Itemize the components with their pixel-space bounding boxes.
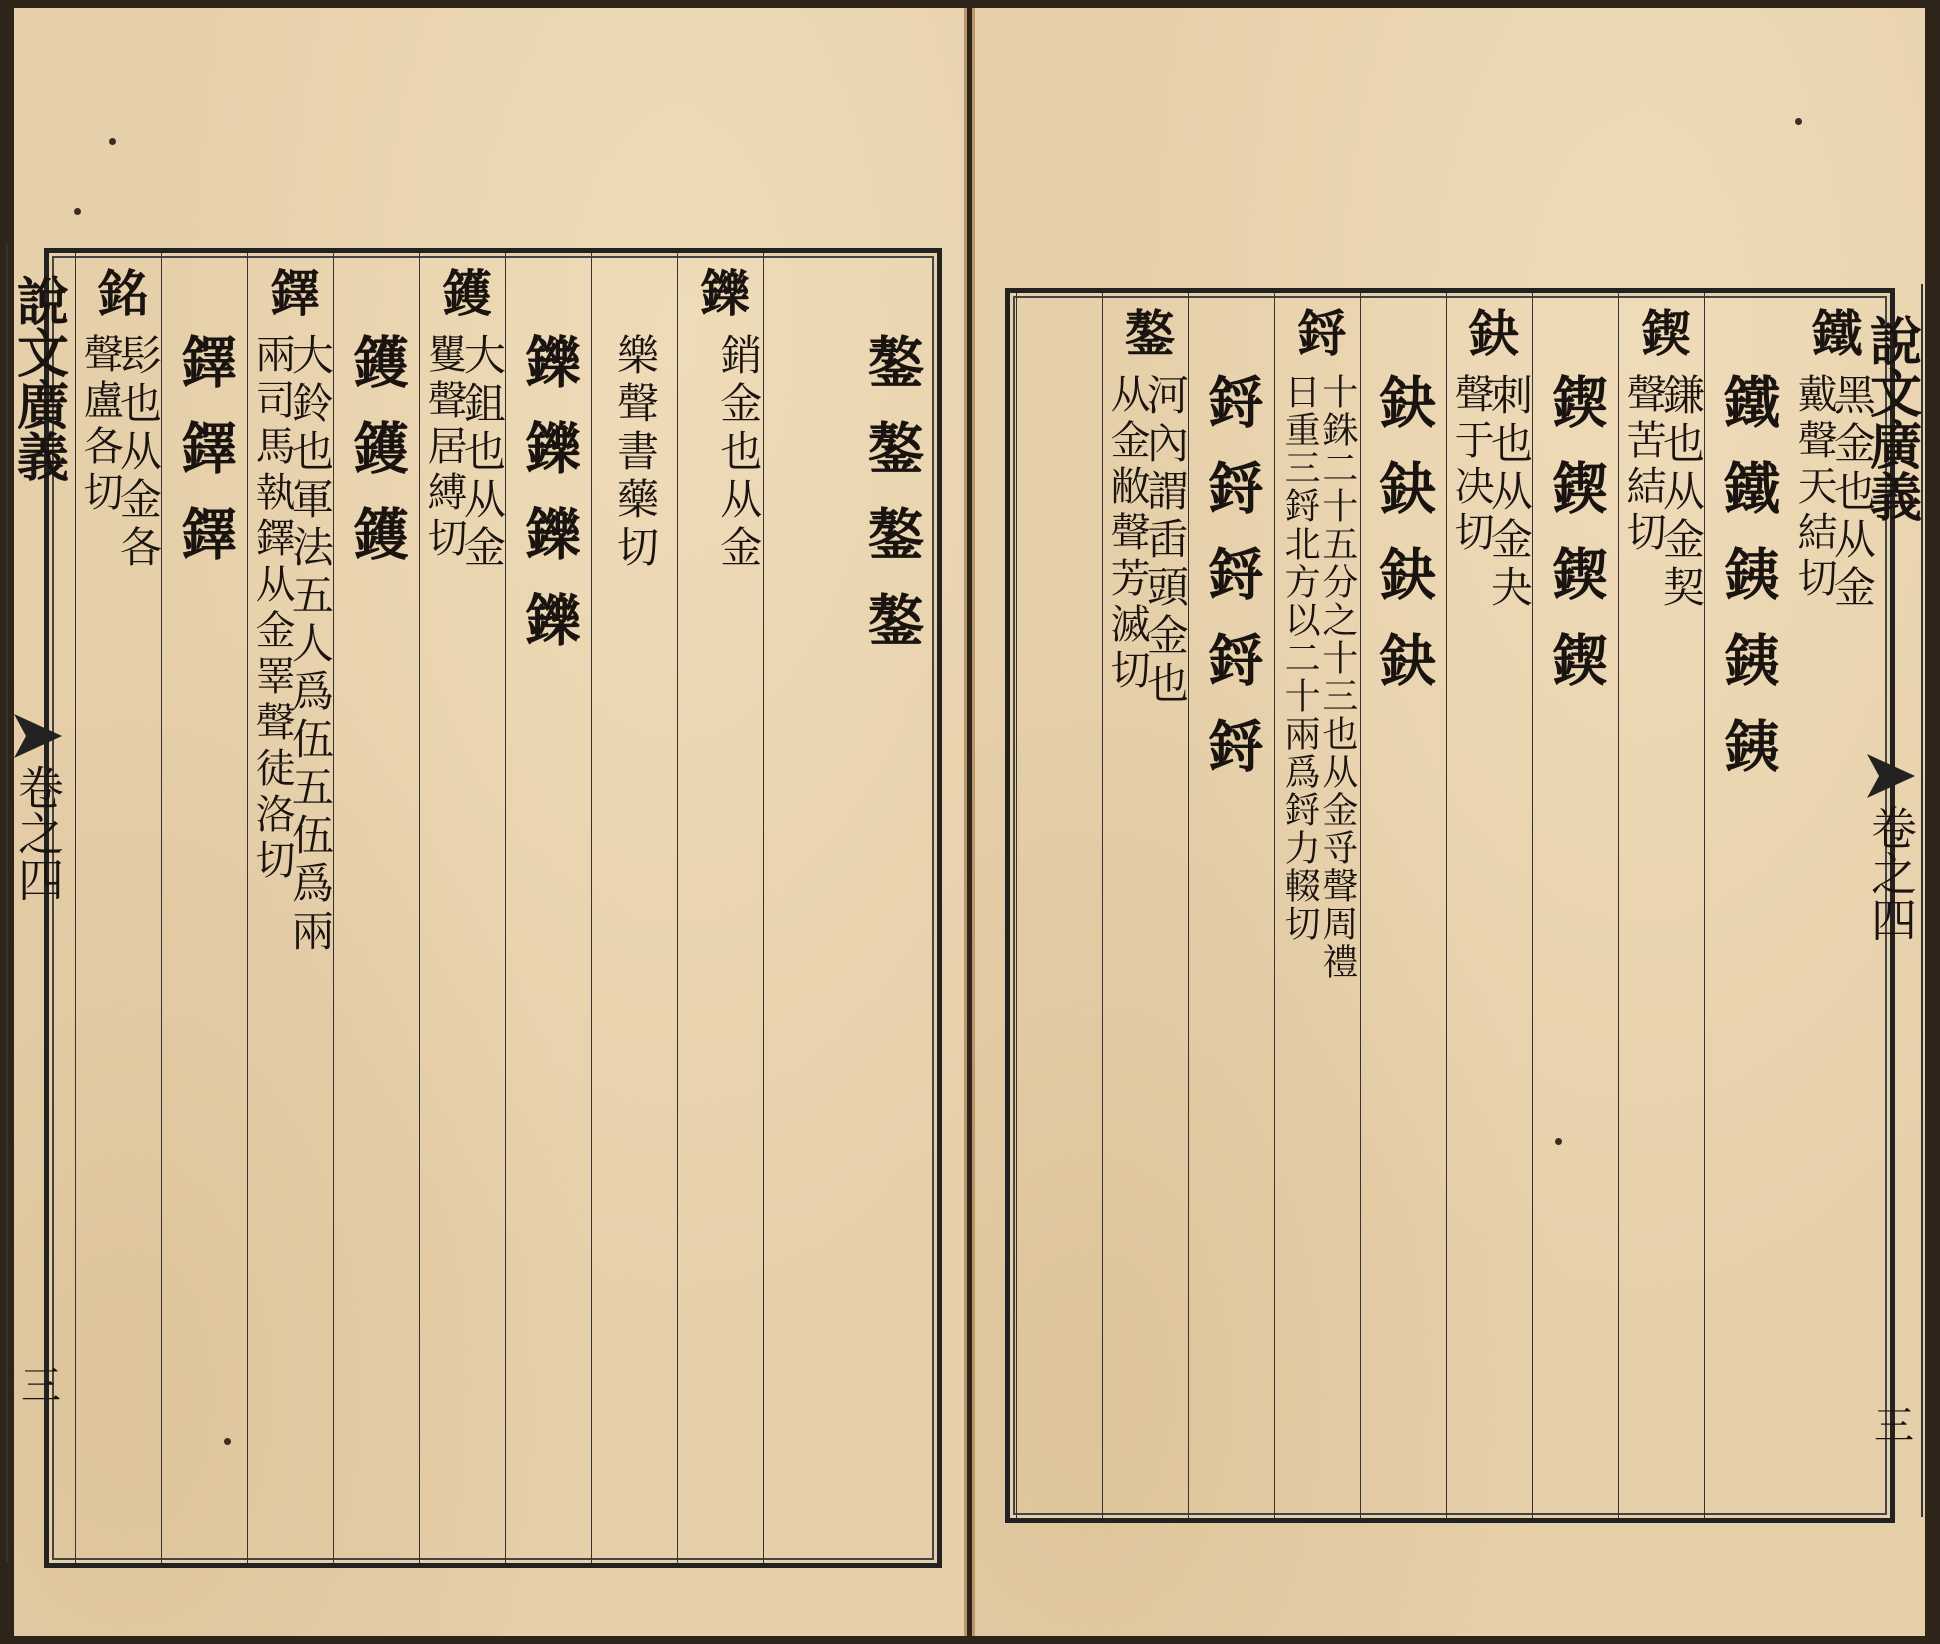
- text-frame: [44, 248, 942, 1568]
- fish-tail-icon: [14, 714, 62, 758]
- text-frame: [1005, 288, 1895, 1523]
- seal-variants: 鑊鑊鑊: [344, 333, 410, 591]
- gloss-line: 樂聲書藥切: [611, 333, 660, 573]
- seal-variants: 鏊鏊鏊鏊: [859, 333, 925, 677]
- gloss-line: 聲盧各切: [77, 333, 124, 517]
- entry-column: [1704, 293, 1791, 1518]
- seal-variants: 鍥鍥鍥鍥: [1543, 373, 1609, 717]
- entry-column: [1274, 293, 1361, 1518]
- entry-column: [505, 253, 592, 1563]
- seal-variants: 鐸鐸鐸: [172, 333, 238, 591]
- folio-number: 三: [1867, 1404, 1914, 1444]
- headword: 鏊: [1117, 307, 1176, 359]
- fore-edge-column: [1861, 284, 1923, 1517]
- gloss-line: 銷金也从金: [714, 333, 764, 573]
- volume-label: 卷之四: [11, 764, 65, 902]
- seal-variants: 鐵鐵銕銕銕: [1715, 373, 1781, 803]
- headword: 鑊: [434, 267, 493, 319]
- gloss-line: 矍聲居縛切: [421, 333, 468, 563]
- seal-variants: 鈌鈌鈌鈌: [1371, 373, 1437, 717]
- right-page: [972, 8, 1925, 1636]
- volume-label: 卷之四: [1864, 804, 1918, 942]
- headword: 鈌: [1461, 307, 1520, 359]
- headword: 鋝: [1289, 307, 1348, 359]
- ink-spot: [1795, 118, 1802, 125]
- gloss-line: 从金敝聲芳滅切: [1104, 373, 1151, 695]
- seal-variants: 鑠鑠鑠鑠: [516, 333, 582, 677]
- gloss-line: 日重三鋝北方以二十兩爲鋝力輟切: [1279, 373, 1321, 943]
- gloss-line: 刺也从金夬: [1484, 373, 1534, 613]
- left-page: [7, 8, 967, 1636]
- headword: 鑠: [692, 267, 751, 319]
- ink-spot: [74, 208, 81, 215]
- gloss-line: 河內謂臿頭金也: [1140, 373, 1190, 709]
- gloss-line: 髟也从金各: [113, 333, 163, 573]
- fore-edge-column: [6, 244, 68, 1562]
- entry-column: [1618, 293, 1705, 1518]
- running-title: 說文廣義: [7, 274, 69, 482]
- entry-column: [247, 253, 334, 1563]
- gloss-column: [763, 253, 850, 1563]
- entry-column: [1360, 293, 1447, 1518]
- entry-column: [849, 253, 935, 1563]
- entry-column: [1016, 293, 1103, 1518]
- entry-column: [161, 253, 248, 1563]
- fish-tail-icon: [1867, 754, 1915, 798]
- headword: 銘: [90, 267, 149, 319]
- gloss-line: 兩司馬執鐸从金睪聲徒洛切: [249, 333, 296, 885]
- seal-variants: 鋝鋝鋝鋝鋝: [1199, 373, 1265, 803]
- gloss-line: 大鉏也从金: [457, 333, 507, 573]
- folio-number: 三: [14, 1364, 61, 1404]
- gloss-line: 聲于决切: [1448, 373, 1495, 557]
- entry-column: [333, 253, 420, 1563]
- headword: 鐵: [1804, 307, 1863, 359]
- gloss-line: 十銖二十五分之十三也从金寽聲周禮: [1316, 373, 1358, 981]
- gloss-line: 聲苦結切: [1620, 373, 1667, 557]
- entry-column: [677, 253, 764, 1563]
- running-title: 說文廣義: [1860, 314, 1922, 522]
- entry-column: [1446, 293, 1533, 1518]
- gloss-line: 黑金也从金: [1827, 373, 1877, 613]
- entry-column: [1102, 293, 1189, 1518]
- gloss-line: 鎌也从金契: [1656, 373, 1706, 613]
- gloss-line: 大鈴也軍法五人爲伍五伍爲兩: [285, 333, 335, 957]
- ink-spot: [109, 138, 116, 145]
- entry-column: [1532, 293, 1619, 1518]
- gloss-column: [591, 253, 678, 1563]
- entry-column: [1188, 293, 1275, 1518]
- headword: 鐸: [262, 267, 321, 319]
- gloss-line: 戴聲天結切: [1791, 373, 1838, 603]
- entry-column: [419, 253, 506, 1563]
- headword: 鍥: [1633, 307, 1692, 359]
- entry-column: [75, 253, 162, 1563]
